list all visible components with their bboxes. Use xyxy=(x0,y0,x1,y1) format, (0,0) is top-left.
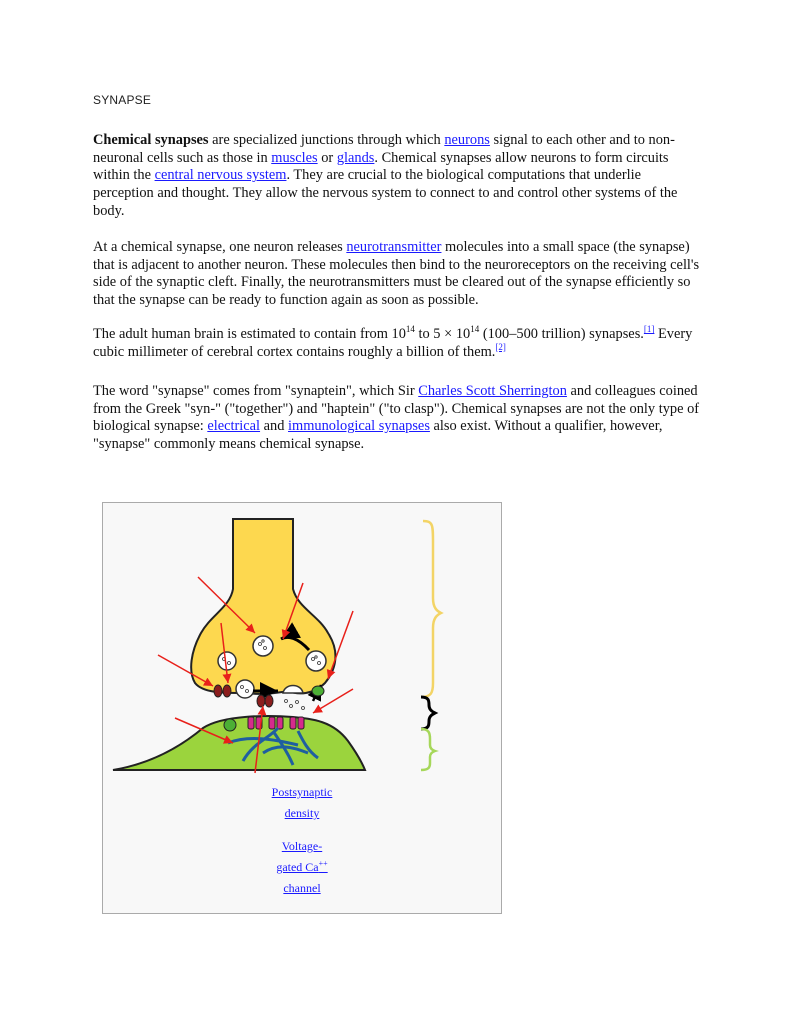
transporter xyxy=(312,686,324,696)
text: to 5 × 10 xyxy=(414,326,471,342)
text: The adult human brain is estimated to contain from 10 xyxy=(93,326,406,342)
autoreceptor xyxy=(224,719,236,731)
caption-superscript: ++ xyxy=(318,859,328,868)
paragraph-count xyxy=(93,326,703,361)
caption-line: density xyxy=(284,806,320,820)
caption-line: channel xyxy=(283,881,321,895)
link-central-nervous-system[interactable]: central nervous system xyxy=(154,167,287,184)
postsynaptic-dendrite xyxy=(113,716,365,770)
text: and colleagues coined from the Greek "syn-" ("together") and "haptein" ("to clasp"). Chemical synapses are not the only type of biological synapse: xyxy=(93,383,700,435)
caption-line: Postsynaptic xyxy=(271,785,333,799)
exponent: 14 xyxy=(405,324,415,334)
text: . They are crucial to the biological computations that underlie perception and thought. They allow the nervous system to connect to and control other systems of the body. xyxy=(93,167,678,219)
caption-line: gated Ca xyxy=(276,860,319,874)
text: also exist. Without a qualifier, however, "synapse" commonly means chemical synapse. xyxy=(93,418,663,453)
paragraph-etymology xyxy=(93,383,703,454)
text: and xyxy=(260,418,289,435)
link-glands[interactable]: glands xyxy=(336,149,375,166)
synapse-figure xyxy=(102,502,502,914)
brace-presynaptic xyxy=(421,521,441,697)
link-immunological-synapses[interactable]: immunological synapses xyxy=(288,418,430,435)
paragraph-mechanism xyxy=(93,239,703,310)
brace-cleft xyxy=(421,697,435,729)
bold-term: Chemical synapses xyxy=(93,132,209,148)
text: molecules into a small space (the synapse) that is adjacent to another neuron. These molecules then bind to the neuroreceptors on the receiving cell's side of the synaptic cleft. Finally, the neurotransmitters must be cleared out of the synapse efficiently so that the synapse can be ready to function again as soon as possible. xyxy=(93,239,700,309)
exponent: 14 xyxy=(470,324,480,334)
text: Every cubic millimeter of cerebral cortex contains roughly a billion of them. xyxy=(93,326,693,360)
released-neurotransmitters xyxy=(285,700,305,710)
text: are specialized junctions through which xyxy=(208,132,445,148)
text: At a chemical synapse, one neuron releases xyxy=(93,239,347,255)
text: The word "synapse" comes from "synaptein", which Sir xyxy=(93,383,419,399)
text: or xyxy=(317,149,337,166)
link-charles-scott-sherrington[interactable]: Charles Scott Sherrington xyxy=(418,383,567,399)
text: signal to each other and to non-neuronal cells such as those in xyxy=(93,132,675,166)
link-muscles[interactable]: muscles xyxy=(271,149,318,166)
reference-link-1[interactable]: [1] xyxy=(643,324,655,334)
link-electrical[interactable]: electrical xyxy=(207,418,261,435)
link-neurotransmitter[interactable]: neurotransmitter xyxy=(346,239,442,255)
brace-postsynaptic xyxy=(421,729,435,770)
page-heading: SYNAPSE xyxy=(93,93,152,107)
text: . Chemical synapses allow neurons to form circuits within the xyxy=(93,149,669,184)
text: (100–500 trillion) synapses. xyxy=(479,326,644,342)
caption-postsynaptic-density[interactable] xyxy=(242,785,362,821)
paragraph-intro xyxy=(93,132,703,221)
caption-line: Voltage- xyxy=(281,839,323,853)
link-neurons[interactable]: neurons xyxy=(444,132,490,148)
reference-link-2[interactable]: [2] xyxy=(495,341,506,352)
caption-voltage-gated-ca-channel[interactable] xyxy=(242,839,362,896)
